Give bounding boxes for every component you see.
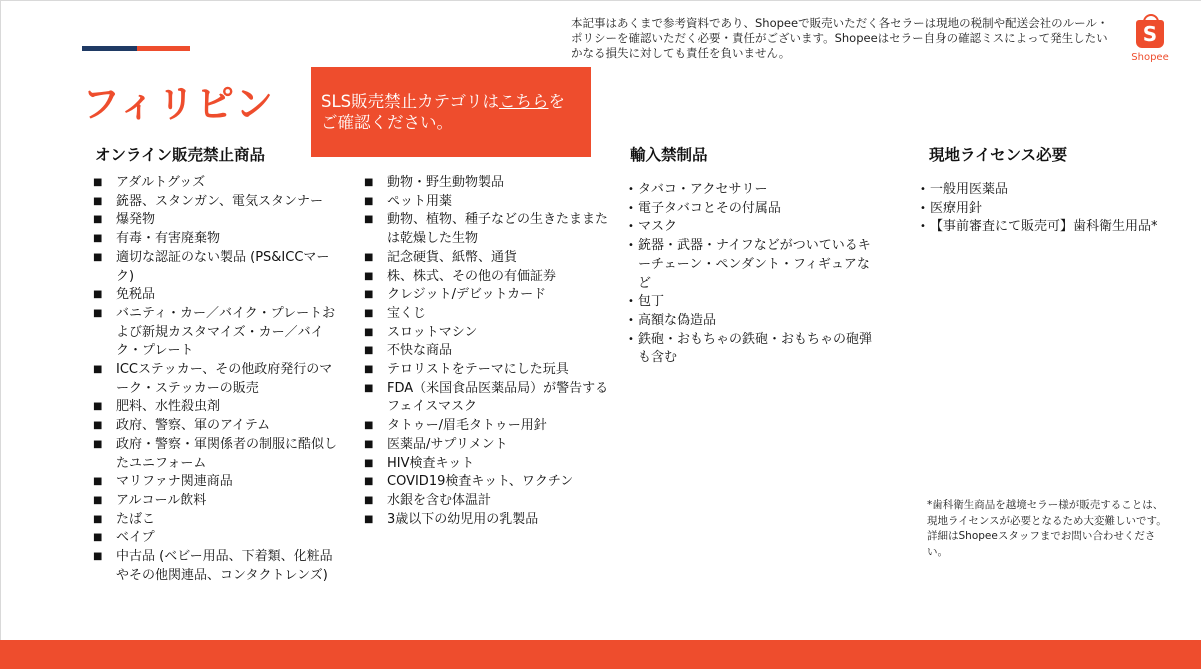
list-item-text: 免税品 — [116, 287, 156, 303]
list-item-text: 鉄砲・おもちゃの鉄砲・おもちゃの砲弾も含む — [638, 331, 873, 366]
list-item-text: バニティ・カー／バイク・プレートおよび新規カスタマイズ・カー／バイク・プレート — [116, 305, 336, 359]
accent-bar-orange — [137, 46, 190, 51]
bullet-icon: ■ — [364, 177, 374, 188]
list-item — [361, 342, 611, 361]
list-item-text: 爆発物 — [116, 212, 156, 228]
sls-callout-box — [311, 67, 591, 157]
bullet-icon: ■ — [364, 345, 374, 357]
list-item — [361, 305, 611, 324]
list-item — [920, 200, 1190, 219]
list-item — [361, 249, 611, 268]
list-item — [90, 249, 342, 286]
bullet-icon: ■ — [364, 195, 374, 207]
page-title: フィリピン — [82, 82, 274, 126]
list-item — [361, 193, 611, 212]
list-item — [361, 268, 611, 287]
list-item-text: 有毒・有害廃棄物 — [116, 231, 221, 247]
list-item-text: アダルトグッズ — [116, 175, 206, 190]
list-item — [90, 511, 342, 530]
list-item — [90, 230, 342, 249]
list-item-text: FDA（米国食品医薬品局）が警告するフェイスマスク — [387, 380, 609, 415]
bullet-icon: ■ — [93, 551, 103, 563]
list-item-text: アルコール飲料 — [116, 492, 207, 508]
list-item-text: 【事前審査にて販売可】歯科衛生用品* — [930, 219, 1158, 235]
list-item — [628, 331, 876, 368]
bullet-icon: • — [628, 296, 634, 308]
list-item — [628, 181, 876, 200]
list-item-text: HIV検査キット — [387, 455, 475, 471]
bullet-icon: • — [920, 184, 926, 195]
bullet-icon: ■ — [364, 251, 374, 263]
bullet-icon: ■ — [93, 364, 103, 376]
list-item-text: クレジット/デビットカード — [387, 287, 547, 303]
list-item-text: 銃器・武器・ナイフなどがついているキーチェーン・ペンダント・フィギュアなど — [638, 238, 871, 291]
list-item — [361, 211, 611, 248]
list-item-text: 一般用医薬品 — [930, 182, 1009, 197]
list-item-text: 宝くじ — [387, 305, 427, 321]
list-item — [361, 324, 611, 343]
list-item-text: スロットマシン — [387, 324, 478, 340]
bullet-icon: • — [628, 202, 634, 214]
list-item — [361, 492, 611, 511]
list-item — [90, 436, 342, 473]
list-item-text: 動物・野生動物製品 — [387, 175, 505, 190]
bullet-icon: ■ — [364, 476, 374, 488]
online-prohibited-heading: オンライン販売禁止商品 — [95, 146, 266, 164]
bullet-icon: ■ — [364, 438, 374, 450]
bullet-icon: ■ — [364, 364, 374, 376]
list-item — [628, 237, 876, 293]
bullet-icon: ■ — [93, 438, 103, 450]
list-item — [90, 286, 342, 305]
list-item-text: タトゥー/眉毛タトゥー用針 — [387, 418, 547, 434]
bullet-icon: ■ — [364, 457, 374, 469]
list-item-text: 肥料、水性殺虫剤 — [116, 399, 221, 415]
list-item-text: 適切な認証のない製品 (PS&ICCマーク) — [116, 249, 330, 284]
list-item — [90, 398, 342, 417]
bullet-icon: • — [628, 221, 634, 233]
bullet-icon: ■ — [93, 420, 103, 432]
list-item — [361, 436, 611, 455]
bullet-icon: ■ — [93, 214, 103, 226]
bullet-icon: ■ — [364, 326, 374, 338]
bullet-icon: ■ — [93, 513, 103, 525]
bullet-icon: ■ — [364, 307, 374, 319]
online-prohibited-list-col1 — [90, 174, 342, 585]
bullet-icon: ■ — [93, 177, 103, 188]
frame-left-border — [0, 0, 1, 640]
bullet-icon: ■ — [93, 307, 103, 319]
sls-link[interactable]: こちら — [498, 92, 549, 111]
list-item-text: マリファナ関連商品 — [116, 474, 233, 490]
bullet-icon: ■ — [364, 214, 374, 226]
list-item-text: ベイプ — [116, 530, 155, 546]
list-item — [90, 361, 342, 398]
list-item — [628, 200, 876, 219]
sls-text-before: SLS販売禁止カテゴリは — [321, 92, 499, 111]
list-item-text: 3歳以下の幼児用の乳製品 — [387, 511, 539, 527]
bullet-icon: • — [920, 221, 926, 233]
footer-bar — [0, 640, 1201, 669]
list-item — [90, 211, 342, 230]
list-item-text: 医療用針 — [930, 200, 983, 216]
bullet-icon: ■ — [364, 382, 374, 394]
bullet-icon: ■ — [364, 289, 374, 301]
bullet-icon: ■ — [93, 195, 103, 207]
bullet-icon: • — [628, 314, 634, 326]
list-item-text: ICCステッカー、その他政府発行のマーク・ステッカーの販売 — [116, 362, 333, 396]
list-item-text: テロリストをテーマにした玩具 — [387, 362, 569, 378]
list-item — [361, 473, 611, 492]
list-item — [90, 174, 342, 193]
list-item — [361, 417, 611, 436]
frame-top-border — [0, 0, 1201, 1]
import-prohibited-list — [628, 181, 876, 368]
bullet-icon: ■ — [364, 494, 374, 506]
bullet-icon: • — [628, 240, 634, 252]
list-item-text: 中古品 (ベビー用品、下着類、化粧品やその他関連品、コンタクトレンズ) — [116, 549, 333, 583]
shopee-logo — [1128, 16, 1172, 68]
list-item — [90, 417, 342, 436]
list-item-text: 株、株式、その他の有価証券 — [387, 268, 557, 284]
bullet-icon: ■ — [364, 270, 374, 282]
list-item — [361, 380, 611, 417]
list-item — [361, 511, 611, 530]
list-item — [90, 193, 342, 212]
list-item — [628, 218, 876, 237]
disclaimer-text: 本記事はあくまで参考資料であり、Shopeeで販売いただく各セラーは現地の税制や配送会社のルール・ポリシーを確認いただく必要・責任がございます。Shopeeはセラー自身の確認ミスによって発生したいかなる損失に対しても責任を負いません。 — [571, 16, 1109, 60]
list-item-text: マスク — [638, 219, 678, 235]
dental-note — [927, 498, 1172, 560]
accent-bar-navy — [82, 46, 137, 51]
list-item — [361, 361, 611, 380]
list-item-text: 政府・警察・軍関係者の制服に酷似したユニフォーム — [116, 436, 338, 471]
list-item — [90, 473, 342, 492]
list-item — [920, 181, 1190, 200]
import-prohibited-heading: 輸入禁制品 — [630, 146, 708, 164]
bullet-icon: • — [628, 184, 634, 195]
list-item-text: 水銀を含む体温計 — [387, 492, 492, 508]
list-item — [361, 455, 611, 474]
online-prohibited-list-col2 — [361, 174, 611, 529]
list-item-text: 医薬品/サプリメント — [387, 436, 508, 452]
list-item — [90, 529, 342, 548]
bullet-icon: ■ — [364, 513, 374, 525]
list-item — [920, 218, 1190, 237]
dental-note-line1: *歯科衛生商品を越境セラー様が販売することは、現地ライセンスが必要となるため大変難しいです。 — [927, 499, 1167, 527]
bullet-icon: ■ — [93, 289, 103, 301]
bullet-icon: ■ — [93, 476, 103, 488]
list-item-text: 動物、植物、種子などの生きたままたは乾燥した生物 — [387, 212, 609, 247]
bullet-icon: ■ — [93, 532, 103, 544]
list-item — [90, 492, 342, 511]
bullet-icon: ■ — [364, 420, 374, 432]
list-item — [90, 548, 342, 585]
shopee-logo-glyph: S — [1142, 22, 1158, 46]
bullet-icon: ■ — [93, 251, 103, 263]
list-item-text: 不快な商品 — [387, 343, 453, 359]
list-item-text: COVID19検査キット、ワクチン — [387, 474, 574, 490]
license-required-list — [920, 181, 1190, 237]
dental-note-line2: 詳細はShopeeスタッフまでお問い合わせください。 — [927, 530, 1156, 558]
list-item-text: 包丁 — [638, 294, 665, 310]
bullet-icon: ■ — [93, 233, 103, 245]
list-item-text: 銃器、スタンガン、電気スタンナー — [116, 193, 323, 209]
sls-text-after: をご確認ください。 — [321, 92, 565, 132]
list-item-text: 電子タバコとその付属品 — [638, 200, 781, 216]
list-item — [361, 174, 611, 193]
bullet-icon: ■ — [93, 401, 103, 413]
list-item — [361, 286, 611, 305]
list-item-text: ペット用薬 — [387, 193, 453, 209]
list-item-text: 政府、警察、軍のアイテム — [116, 418, 271, 434]
bullet-icon: ■ — [93, 494, 103, 506]
bullet-icon: • — [920, 202, 926, 214]
list-item-text: 記念硬貨、紙幣、通貨 — [387, 249, 518, 265]
list-item-text: 高額な偽造品 — [638, 312, 717, 328]
license-required-heading: 現地ライセンス必要 — [929, 146, 1068, 164]
bullet-icon: • — [628, 333, 634, 345]
list-item-text: たばこ — [116, 511, 156, 527]
list-item — [90, 305, 342, 361]
shopee-logo-text: Shopee — [1131, 52, 1169, 63]
list-item-text: タバコ・アクセサリー — [638, 182, 768, 197]
list-item — [628, 312, 876, 331]
list-item — [628, 293, 876, 312]
